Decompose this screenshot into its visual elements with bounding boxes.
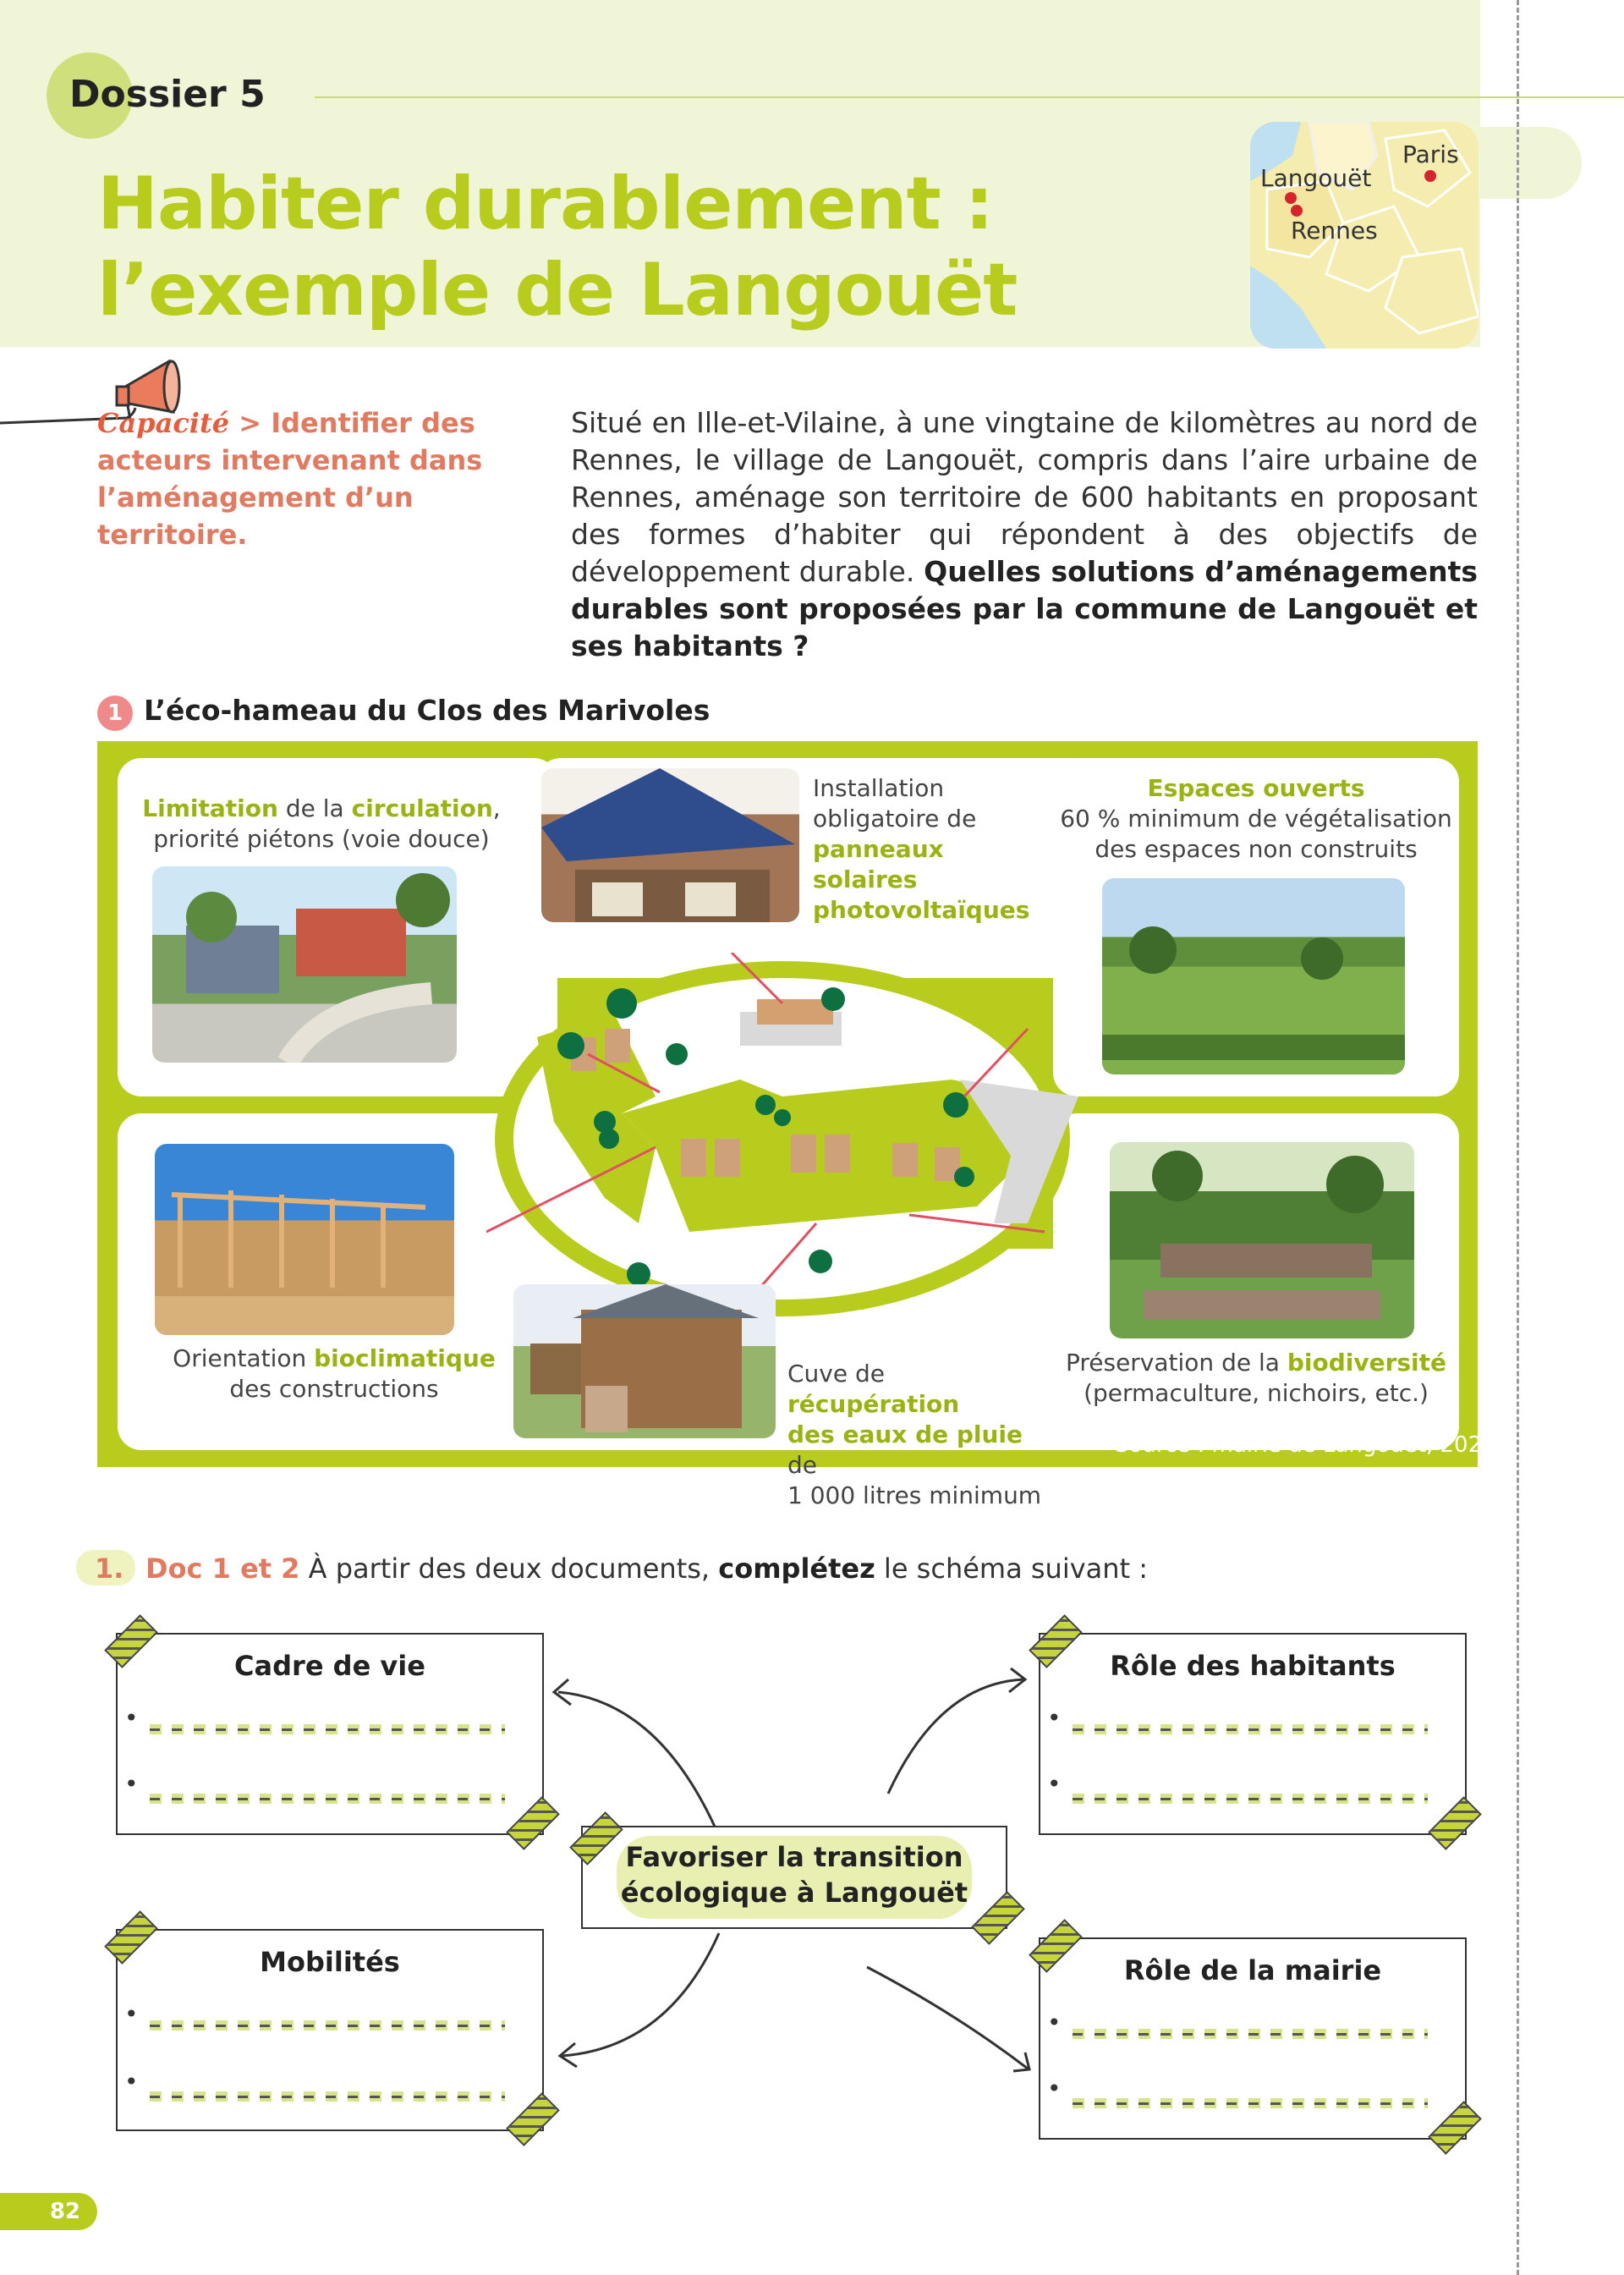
- text-pluie-3: des eaux de pluie: [787, 1421, 1023, 1448]
- bullet: •: [124, 2068, 139, 2096]
- text-pluie-5: 1 000 litres minimum: [787, 1481, 1042, 1509]
- text-circulation: [131, 794, 512, 854]
- question-number: 1.: [95, 1552, 124, 1585]
- intro-question: Quelles solutions d’aménagements durables sont proposées par la commune de Langouët et ses habitants ?: [571, 555, 1479, 662]
- photo-construction: [155, 1144, 454, 1335]
- center-title: [583, 1839, 1006, 1910]
- box-title-mobilites: Mobilités: [260, 1946, 400, 1978]
- text-solaire-2: obligatoire de: [813, 805, 977, 833]
- photo-fields-drawing: [1102, 878, 1405, 1074]
- photo-garden: [1110, 1142, 1414, 1338]
- text-solaire-1: Installation: [813, 774, 945, 802]
- doc-title: L’éco-hameau du Clos des Marivoles: [144, 694, 710, 727]
- text-pluie-1: Cuve de: [787, 1360, 885, 1388]
- intro-text: Situé en Ille-et-Vilaine, à une vingtaine de kilomètres au nord de Rennes, le village de Langouët, compris dans l’aire urbaine de Rennes, aménage son territoire de 600 habitants en proposant des formes d’habiter qui répondent à des objectifs de développement durable.: [571, 406, 1478, 588]
- text-solaire-3: panneaux solaires: [813, 835, 944, 893]
- arrow-to-cadre: [558, 1692, 719, 1836]
- doc-number-badge: 1: [97, 695, 133, 731]
- bullet: •: [1047, 1770, 1062, 1798]
- text-circulation-3: circulation: [351, 794, 493, 822]
- bullet: •: [1047, 2074, 1062, 2102]
- text-espaces-3: des espaces non construits: [1095, 835, 1418, 863]
- photo-garden-drawing: [1110, 1142, 1414, 1338]
- answer-line[interactable]: [1073, 2098, 1428, 2108]
- bullet: •: [1047, 1704, 1062, 1732]
- text-bioclim-3: des constructions: [229, 1375, 439, 1403]
- text-biodiv-1: Préservation de la: [1065, 1349, 1287, 1377]
- photo-houses: [152, 866, 457, 1063]
- box-mobilites: [116, 1929, 544, 2131]
- bullet: •: [1047, 2008, 1062, 2036]
- page-title: [97, 161, 1017, 333]
- photo-tank-drawing: [513, 1284, 776, 1438]
- text-biodiv: [1062, 1348, 1451, 1409]
- header-rule: [315, 96, 1624, 98]
- text-solaire: [813, 773, 1050, 926]
- question-text-b: le schéma suivant :: [875, 1552, 1149, 1585]
- map-label-paris: Paris: [1402, 140, 1459, 168]
- map-label-langouet: Langouët: [1260, 164, 1372, 192]
- text-pluie-4: de: [787, 1451, 817, 1479]
- question-text: [145, 1552, 1148, 1585]
- capacite-text: > Identifier des acteurs intervenant dans l’aménagement d’un territoire.: [97, 407, 483, 551]
- answer-line[interactable]: [150, 1724, 505, 1734]
- capacite-block: [97, 404, 537, 553]
- capacite-label: Capacité: [97, 407, 230, 439]
- question-ref: Doc 1 et 2: [145, 1552, 300, 1585]
- page-number: 82: [0, 2193, 97, 2230]
- answer-line[interactable]: [1073, 1794, 1428, 1804]
- location-map: [1250, 122, 1479, 349]
- text-espaces-2: 60 % minimum de végétalisation: [1060, 805, 1452, 833]
- photo-solar-house: [541, 768, 799, 922]
- box-cadre-de-vie: [116, 1633, 544, 1835]
- box-role-mairie: [1039, 1937, 1467, 2140]
- map-label-rennes: Rennes: [1291, 217, 1378, 245]
- text-bioclim: [131, 1344, 537, 1404]
- center-line-1: Favoriser la transition: [625, 1841, 963, 1873]
- bullet: •: [124, 1770, 139, 1798]
- text-espaces: [1053, 773, 1459, 865]
- question-text-a: À partir des deux documents,: [299, 1552, 719, 1585]
- bullet: •: [124, 2000, 139, 2028]
- title-line-1: Habiter durablement :: [97, 162, 994, 246]
- text-biodiv-3: (permaculture, nichoirs, etc.): [1084, 1379, 1429, 1407]
- text-circulation-5: priorité piétons (voie douce): [153, 825, 490, 853]
- answer-line[interactable]: [150, 2091, 505, 2102]
- photo-rain-tank: [513, 1284, 776, 1438]
- text-circulation-2: de la: [277, 794, 352, 822]
- answer-line[interactable]: [150, 1794, 505, 1804]
- text-bioclim-2: bioclimatique: [314, 1344, 496, 1372]
- box-title-mairie: Rôle de la mairie: [1123, 1954, 1382, 1987]
- text-circulation-1: Limitation: [142, 794, 278, 822]
- text-pluie: [787, 1359, 1058, 1511]
- text-pluie-2: récupération: [787, 1390, 960, 1418]
- photo-construction-drawing: [155, 1144, 454, 1335]
- answer-line[interactable]: [1073, 2029, 1428, 2039]
- question-verb: complétez: [718, 1552, 875, 1585]
- site-plan: [486, 953, 1078, 1325]
- photo-houses-drawing: [152, 866, 457, 1063]
- box-title-habitants: Rôle des habitants: [1110, 1650, 1396, 1682]
- bullet: •: [124, 1704, 139, 1732]
- box-title-cadre: Cadre de vie: [234, 1650, 425, 1682]
- doc-source: Source : mairie de Langouët, 2020.: [1115, 1432, 1503, 1458]
- doc1-frame: [97, 741, 1478, 1509]
- intro-paragraph: [571, 404, 1478, 665]
- text-espaces-1: Espaces ouverts: [1147, 774, 1365, 802]
- center-line-2: écologique à Langouët: [620, 1877, 968, 1909]
- dossier-label: Dossier 5: [69, 73, 266, 116]
- text-biodiv-2: biodiversité: [1287, 1349, 1447, 1377]
- photo-solar-drawing: [541, 768, 799, 922]
- box-role-habitants: [1039, 1633, 1467, 1835]
- text-bioclim-1: Orientation: [173, 1344, 315, 1372]
- answer-line[interactable]: [150, 2020, 505, 2030]
- text-circulation-4: ,: [492, 794, 501, 822]
- photo-open-fields: [1102, 878, 1405, 1074]
- text-solaire-4: photovoltaïques: [813, 896, 1030, 924]
- center-box: [581, 1826, 1007, 1929]
- title-line-2: l’exemple de Langouët: [97, 248, 1018, 332]
- answer-line[interactable]: [1073, 1724, 1428, 1734]
